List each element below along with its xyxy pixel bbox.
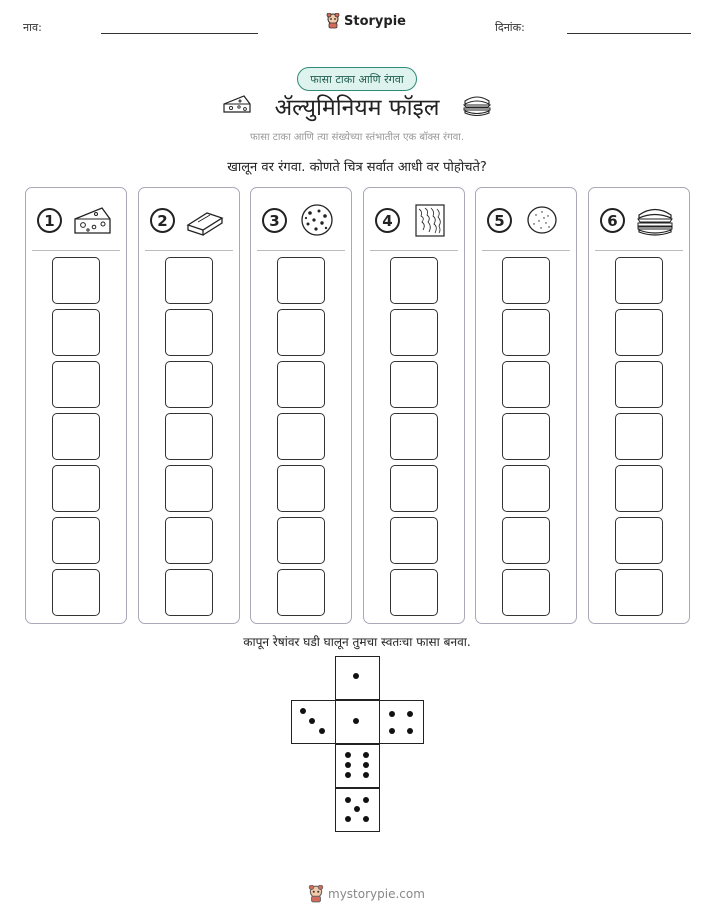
color-box[interactable] [52, 517, 100, 564]
name-label: नाव: [23, 21, 42, 34]
die-pip [389, 728, 395, 734]
flatbread-icon [522, 203, 562, 237]
color-box[interactable] [502, 465, 550, 512]
color-box[interactable] [502, 309, 550, 356]
footer-url: mystorypie.com [328, 887, 425, 901]
brand-logo [326, 13, 406, 29]
die-pip [363, 772, 369, 778]
column-header [34, 202, 118, 238]
cut-instruction: कापून रेषांवर घडी घालून तुमचा स्वतःचा फासा बनवा. [243, 635, 471, 649]
color-box[interactable] [277, 413, 325, 460]
die-pip [363, 797, 369, 803]
die-pip [363, 752, 369, 758]
date-line [567, 33, 691, 34]
cookie-icon [297, 203, 337, 237]
color-box[interactable] [390, 413, 438, 460]
column-2 [138, 187, 240, 624]
color-box[interactable] [165, 517, 213, 564]
color-box[interactable] [277, 569, 325, 616]
column-number: 5 [487, 208, 512, 233]
die-pip [345, 752, 351, 758]
color-box[interactable] [52, 309, 100, 356]
color-box[interactable] [277, 309, 325, 356]
die-pip [319, 728, 325, 734]
column-header [372, 202, 456, 238]
color-box[interactable] [390, 361, 438, 408]
die-pip [300, 708, 306, 714]
color-box[interactable] [52, 413, 100, 460]
column-number: 1 [37, 208, 62, 233]
die-pip [354, 806, 360, 812]
column-divider [370, 250, 458, 251]
die-pip [389, 711, 395, 717]
color-box[interactable] [277, 257, 325, 304]
die-pip [353, 673, 359, 679]
die-pip [345, 772, 351, 778]
storypie-mascot-icon [308, 885, 324, 903]
column-number: 3 [262, 208, 287, 233]
column-divider [595, 250, 683, 251]
column-divider [145, 250, 233, 251]
column-5 [475, 187, 577, 624]
column-number: 4 [375, 208, 400, 233]
die-pip [345, 762, 351, 768]
sandwich-icon [635, 203, 675, 237]
die-face-4 [379, 700, 424, 744]
color-box[interactable] [277, 361, 325, 408]
color-box[interactable] [52, 257, 100, 304]
color-box[interactable] [390, 465, 438, 512]
die-pip [345, 797, 351, 803]
activity-tag: फासा टाका आणि रंगवा [297, 67, 417, 91]
column-divider [257, 250, 345, 251]
column-divider [32, 250, 120, 251]
color-box[interactable] [165, 361, 213, 408]
die-face-1 [335, 700, 380, 744]
color-box[interactable] [615, 361, 663, 408]
die-pip [363, 816, 369, 822]
die-pip [363, 762, 369, 768]
color-box[interactable] [52, 361, 100, 408]
column-number: 6 [600, 208, 625, 233]
color-box[interactable] [615, 569, 663, 616]
color-box[interactable] [502, 413, 550, 460]
column-6 [588, 187, 690, 624]
storypie-mascot-icon [326, 13, 340, 29]
color-box[interactable] [390, 257, 438, 304]
die-face-1 [335, 656, 380, 700]
color-box[interactable] [502, 361, 550, 408]
color-box[interactable] [165, 569, 213, 616]
page-subtitle: फासा टाका आणि त्या संख्येच्या स्तंभातील एक बॉक्स रंगवा. [249, 132, 465, 143]
die-pip [407, 728, 413, 734]
color-box[interactable] [277, 517, 325, 564]
page-title: ॲल्युमिनियम फॉइल [274, 95, 440, 121]
column-header [259, 202, 343, 238]
column-3 [250, 187, 352, 624]
date-label: दिनांक: [495, 21, 525, 34]
color-box[interactable] [165, 465, 213, 512]
color-box[interactable] [390, 309, 438, 356]
die-pip [407, 711, 413, 717]
column-header [147, 202, 231, 238]
color-box[interactable] [615, 257, 663, 304]
die-face-6 [335, 744, 380, 788]
column-header [484, 202, 568, 238]
color-box[interactable] [502, 257, 550, 304]
color-box[interactable] [502, 517, 550, 564]
column-header [597, 202, 681, 238]
die-face-3 [291, 700, 336, 744]
cheese-icon [72, 203, 112, 237]
color-box[interactable] [615, 309, 663, 356]
color-box[interactable] [277, 465, 325, 512]
color-box[interactable] [52, 569, 100, 616]
die-pip [309, 718, 315, 724]
die-pip [345, 816, 351, 822]
color-box[interactable] [502, 569, 550, 616]
brand-name: Storypie [344, 13, 406, 29]
die-face-5 [335, 788, 380, 832]
name-line [101, 33, 258, 34]
shredded-food-icon [410, 203, 450, 237]
die-pip [353, 718, 359, 724]
column-number: 2 [150, 208, 175, 233]
footer [308, 885, 425, 903]
butter-bar-icon [185, 203, 225, 237]
sandwich-icon [461, 92, 493, 118]
color-box[interactable] [165, 413, 213, 460]
color-box[interactable] [615, 465, 663, 512]
column-divider [482, 250, 570, 251]
color-box[interactable] [165, 309, 213, 356]
color-box[interactable] [390, 569, 438, 616]
color-box[interactable] [615, 517, 663, 564]
color-box[interactable] [165, 257, 213, 304]
game-instruction: खालून वर रंगवा. कोणते चित्र सर्वात आधी वर पोहोचते? [227, 160, 487, 175]
color-box[interactable] [390, 517, 438, 564]
color-box[interactable] [52, 465, 100, 512]
color-box[interactable] [615, 413, 663, 460]
column-1 [25, 187, 127, 624]
column-4 [363, 187, 465, 624]
